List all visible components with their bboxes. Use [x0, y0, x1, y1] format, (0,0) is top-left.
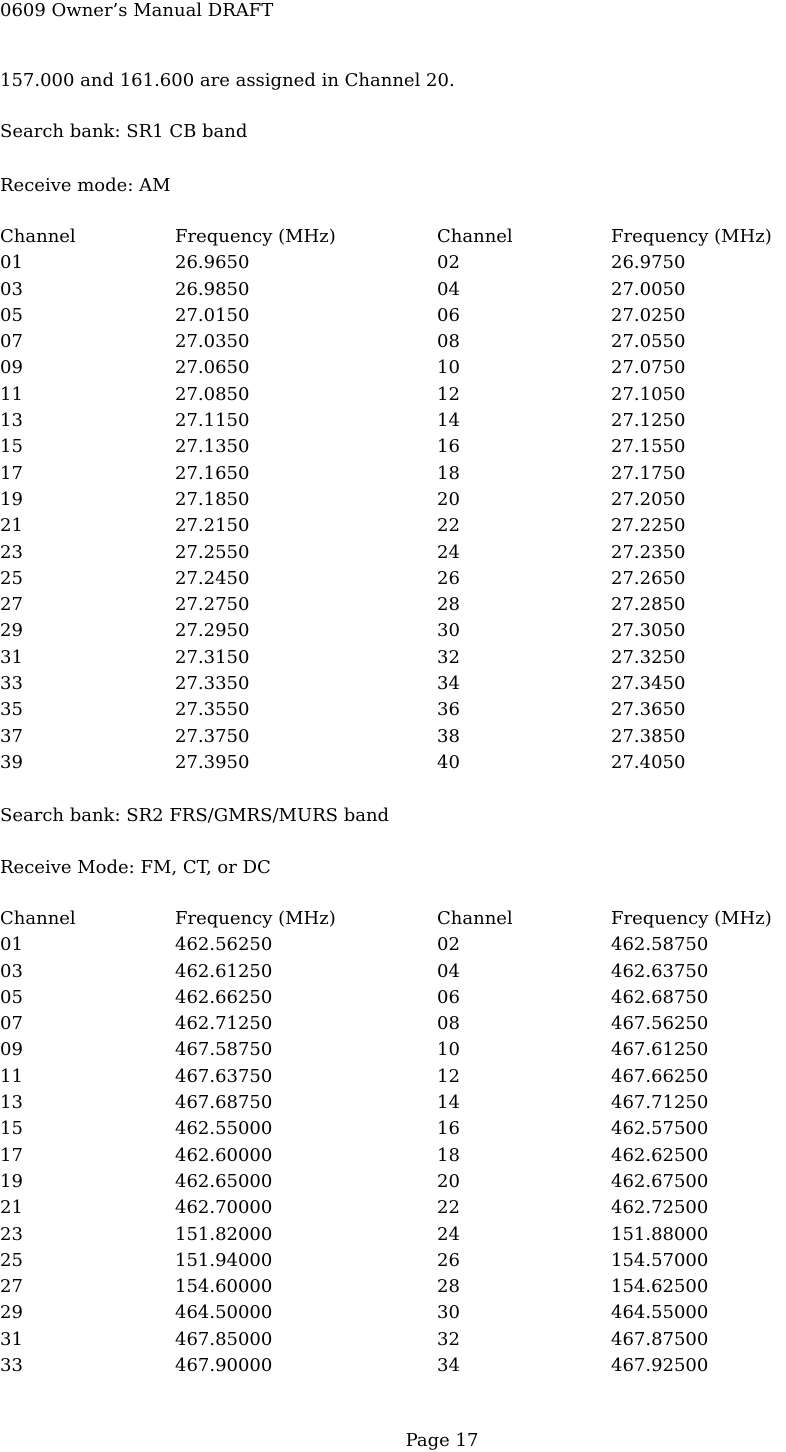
- cell-frequency: 467.58750: [175, 1039, 273, 1061]
- cell-frequency: 27.0050: [611, 278, 686, 300]
- cell-frequency: 27.2350: [611, 541, 686, 563]
- cell-frequency: 27.2850: [611, 594, 686, 616]
- cell-frequency: 27.3750: [175, 725, 250, 747]
- cell-frequency: 467.63750: [175, 1065, 273, 1087]
- cell-channel: 31: [0, 1328, 23, 1350]
- cell-frequency: 27.2450: [175, 567, 250, 589]
- cell-channel: 20: [437, 488, 460, 510]
- cell-channel: 18: [437, 462, 460, 484]
- cell-frequency: 154.60000: [175, 1276, 273, 1298]
- table-row: [0, 671, 786, 697]
- cell-channel: 17: [0, 1144, 23, 1166]
- table-row: [0, 303, 786, 329]
- cell-channel: 19: [0, 1170, 23, 1192]
- cell-channel: 25: [0, 567, 23, 589]
- cell-frequency: 27.1050: [611, 383, 686, 405]
- cell-channel: 33: [0, 673, 23, 695]
- cell-frequency: 462.63750: [611, 960, 709, 982]
- cell-channel: 17: [0, 462, 23, 484]
- column-header-frequency: Frequency (MHz): [175, 226, 336, 247]
- cell-frequency: 27.2750: [175, 594, 250, 616]
- cell-frequency: 27.0850: [175, 383, 250, 405]
- column-header-frequency: Frequency (MHz): [611, 226, 772, 247]
- table-row: [0, 1274, 786, 1300]
- cell-channel: 40: [437, 751, 460, 773]
- table-row: [0, 697, 786, 723]
- section2-mode: Receive Mode: FM, CT, or DC: [0, 857, 271, 878]
- column-header-frequency: Frequency (MHz): [175, 908, 336, 929]
- cell-frequency: 27.1150: [175, 410, 250, 432]
- cell-frequency: 467.61250: [611, 1039, 709, 1061]
- cell-channel: 14: [437, 1092, 460, 1114]
- cell-frequency: 462.67500: [611, 1170, 709, 1192]
- cell-channel: 35: [0, 699, 23, 721]
- table-row: [0, 618, 786, 644]
- cell-channel: 39: [0, 751, 23, 773]
- cell-frequency: 462.55000: [175, 1118, 273, 1140]
- cell-frequency: 27.3450: [611, 673, 686, 695]
- cell-frequency: 27.3150: [175, 646, 250, 668]
- cell-channel: 06: [437, 304, 460, 326]
- cell-frequency: 462.66250: [175, 986, 273, 1008]
- cell-channel: 22: [437, 515, 460, 537]
- cell-channel: 23: [0, 541, 23, 563]
- cell-frequency: 26.9850: [175, 278, 250, 300]
- cell-channel: 28: [437, 1276, 460, 1298]
- cell-frequency: 151.82000: [175, 1223, 273, 1245]
- table-row: [0, 985, 786, 1011]
- section2-bank: Search bank: SR2 FRS/GMRS/MURS band: [0, 805, 390, 826]
- cell-channel: 26: [437, 1249, 460, 1271]
- table-row: [0, 513, 786, 539]
- cell-frequency: 27.3650: [611, 699, 686, 721]
- cb-frequency-table: [0, 224, 786, 776]
- table-row: [0, 540, 786, 566]
- cell-frequency: 27.2650: [611, 567, 686, 589]
- cell-channel: 26: [437, 567, 460, 589]
- cell-channel: 27: [0, 594, 23, 616]
- table-row: [0, 592, 786, 618]
- cell-channel: 03: [0, 960, 23, 982]
- cell-frequency: 462.57500: [611, 1118, 709, 1140]
- cell-channel: 30: [437, 1302, 460, 1324]
- cell-frequency: 27.1550: [611, 436, 686, 458]
- table-header-row: [0, 906, 786, 932]
- cell-frequency: 467.68750: [175, 1092, 273, 1114]
- cell-frequency: 462.71250: [175, 1013, 273, 1035]
- cell-frequency: 467.71250: [611, 1092, 709, 1114]
- cell-channel: 12: [437, 383, 460, 405]
- cell-frequency: 27.0750: [611, 357, 686, 379]
- table-row: [0, 329, 786, 355]
- cell-channel: 13: [0, 1092, 23, 1114]
- cell-frequency: 462.56250: [175, 934, 273, 956]
- cell-channel: 34: [437, 673, 460, 695]
- cell-channel: 23: [0, 1223, 23, 1245]
- cell-frequency: 27.0350: [175, 331, 250, 353]
- cell-channel: 31: [0, 646, 23, 668]
- cell-frequency: 27.3950: [175, 751, 250, 773]
- column-header-frequency: Frequency (MHz): [611, 908, 772, 929]
- page-number: Page 17: [405, 1430, 479, 1451]
- cell-frequency: 467.92500: [611, 1355, 709, 1377]
- cell-frequency: 464.50000: [175, 1302, 273, 1324]
- cell-channel: 10: [437, 357, 460, 379]
- table-row: [0, 355, 786, 381]
- cell-frequency: 27.1850: [175, 488, 250, 510]
- table-row: [0, 959, 786, 985]
- cell-channel: 12: [437, 1065, 460, 1087]
- cell-frequency: 27.3250: [611, 646, 686, 668]
- table-row: [0, 645, 786, 671]
- cell-frequency: 27.0550: [611, 331, 686, 353]
- table-row: [0, 1222, 786, 1248]
- cell-frequency: 27.2950: [175, 620, 250, 642]
- cell-frequency: 27.0150: [175, 304, 250, 326]
- cell-channel: 38: [437, 725, 460, 747]
- cell-channel: 13: [0, 410, 23, 432]
- table-row: [0, 1300, 786, 1326]
- cell-channel: 02: [437, 934, 460, 956]
- cell-frequency: 467.90000: [175, 1355, 273, 1377]
- cell-channel: 16: [437, 1118, 460, 1140]
- cell-frequency: 27.3850: [611, 725, 686, 747]
- cell-frequency: 27.4050: [611, 751, 686, 773]
- cell-channel: 01: [0, 252, 23, 274]
- cell-frequency: 27.3550: [175, 699, 250, 721]
- cell-frequency: 26.9650: [175, 252, 250, 274]
- cell-channel: 29: [0, 620, 23, 642]
- cell-frequency: 467.56250: [611, 1013, 709, 1035]
- cell-channel: 18: [437, 1144, 460, 1166]
- cell-channel: 32: [437, 646, 460, 668]
- cell-channel: 01: [0, 934, 23, 956]
- cell-channel: 05: [0, 304, 23, 326]
- table-row: [0, 1064, 786, 1090]
- cell-frequency: 27.3350: [175, 673, 250, 695]
- cell-channel: 25: [0, 1249, 23, 1271]
- cell-channel: 02: [437, 252, 460, 274]
- document-header: 0609 Owner’s Manual DRAFT: [0, 0, 274, 21]
- section1-mode: Receive mode: AM: [0, 175, 171, 196]
- cell-frequency: 151.94000: [175, 1249, 273, 1271]
- intro-text: 157.000 and 161.600 are assigned in Channel 20.: [0, 70, 455, 91]
- cell-frequency: 462.62500: [611, 1144, 709, 1166]
- table-row: [0, 932, 786, 958]
- cell-frequency: 467.85000: [175, 1328, 273, 1350]
- cell-channel: 04: [437, 960, 460, 982]
- cell-channel: 36: [437, 699, 460, 721]
- cell-frequency: 27.2050: [611, 488, 686, 510]
- cell-frequency: 462.70000: [175, 1197, 273, 1219]
- table-row: [0, 1011, 786, 1037]
- cell-frequency: 27.1750: [611, 462, 686, 484]
- table-row: [0, 724, 786, 750]
- cell-frequency: 27.2150: [175, 515, 250, 537]
- cell-frequency: 27.2250: [611, 515, 686, 537]
- frs-gmrs-murs-frequency-table: [0, 906, 786, 1379]
- table-row: [0, 487, 786, 513]
- column-header-channel: Channel: [0, 908, 76, 929]
- cell-frequency: 27.1350: [175, 436, 250, 458]
- cell-channel: 09: [0, 1039, 23, 1061]
- table-row: [0, 1327, 786, 1353]
- cell-channel: 14: [437, 410, 460, 432]
- cell-frequency: 467.66250: [611, 1065, 709, 1087]
- cell-channel: 15: [0, 436, 23, 458]
- cell-frequency: 467.87500: [611, 1328, 709, 1350]
- cell-frequency: 27.0650: [175, 357, 250, 379]
- table-header-row: [0, 224, 786, 250]
- cell-channel: 29: [0, 1302, 23, 1324]
- cell-channel: 16: [437, 436, 460, 458]
- cell-channel: 32: [437, 1328, 460, 1350]
- cell-frequency: 462.61250: [175, 960, 273, 982]
- cell-channel: 24: [437, 1223, 460, 1245]
- cell-frequency: 154.57000: [611, 1249, 709, 1271]
- cell-channel: 05: [0, 986, 23, 1008]
- cell-frequency: 26.9750: [611, 252, 686, 274]
- section1-bank: Search bank: SR1 CB band: [0, 121, 248, 142]
- cell-frequency: 27.1250: [611, 410, 686, 432]
- cell-channel: 37: [0, 725, 23, 747]
- column-header-channel: Channel: [0, 226, 76, 247]
- cell-frequency: 462.65000: [175, 1170, 273, 1192]
- cell-channel: 10: [437, 1039, 460, 1061]
- column-header-channel: Channel: [437, 908, 513, 929]
- cell-frequency: 27.0250: [611, 304, 686, 326]
- table-row: [0, 461, 786, 487]
- table-row: [0, 1090, 786, 1116]
- cell-channel: 09: [0, 357, 23, 379]
- cell-frequency: 462.72500: [611, 1197, 709, 1219]
- cell-channel: 28: [437, 594, 460, 616]
- table-row: [0, 408, 786, 434]
- cell-frequency: 154.62500: [611, 1276, 709, 1298]
- cell-channel: 11: [0, 383, 23, 405]
- cell-channel: 11: [0, 1065, 23, 1087]
- table-row: [0, 277, 786, 303]
- cell-channel: 04: [437, 278, 460, 300]
- cell-channel: 30: [437, 620, 460, 642]
- table-row: [0, 1195, 786, 1221]
- cell-frequency: 27.3050: [611, 620, 686, 642]
- cell-channel: 27: [0, 1276, 23, 1298]
- cell-channel: 08: [437, 1013, 460, 1035]
- cell-channel: 21: [0, 1197, 23, 1219]
- table-row: [0, 1037, 786, 1063]
- cell-frequency: 462.60000: [175, 1144, 273, 1166]
- cell-channel: 07: [0, 1013, 23, 1035]
- table-row: [0, 382, 786, 408]
- table-row: [0, 250, 786, 276]
- cell-channel: 03: [0, 278, 23, 300]
- table-row: [0, 1116, 786, 1142]
- cell-channel: 06: [437, 986, 460, 1008]
- cell-frequency: 151.88000: [611, 1223, 709, 1245]
- cell-channel: 15: [0, 1118, 23, 1140]
- cell-channel: 24: [437, 541, 460, 563]
- cell-frequency: 462.68750: [611, 986, 709, 1008]
- cell-frequency: 462.58750: [611, 934, 709, 956]
- cell-channel: 08: [437, 331, 460, 353]
- table-row: [0, 1353, 786, 1379]
- table-row: [0, 750, 786, 776]
- table-row: [0, 434, 786, 460]
- column-header-channel: Channel: [437, 226, 513, 247]
- cell-frequency: 27.2550: [175, 541, 250, 563]
- cell-channel: 22: [437, 1197, 460, 1219]
- table-row: [0, 1169, 786, 1195]
- cell-channel: 34: [437, 1355, 460, 1377]
- table-row: [0, 1143, 786, 1169]
- cell-channel: 33: [0, 1355, 23, 1377]
- cell-frequency: 27.1650: [175, 462, 250, 484]
- cell-channel: 19: [0, 488, 23, 510]
- cell-channel: 07: [0, 331, 23, 353]
- table-row: [0, 1248, 786, 1274]
- cell-frequency: 464.55000: [611, 1302, 709, 1324]
- cell-channel: 21: [0, 515, 23, 537]
- table-row: [0, 566, 786, 592]
- cell-channel: 20: [437, 1170, 460, 1192]
